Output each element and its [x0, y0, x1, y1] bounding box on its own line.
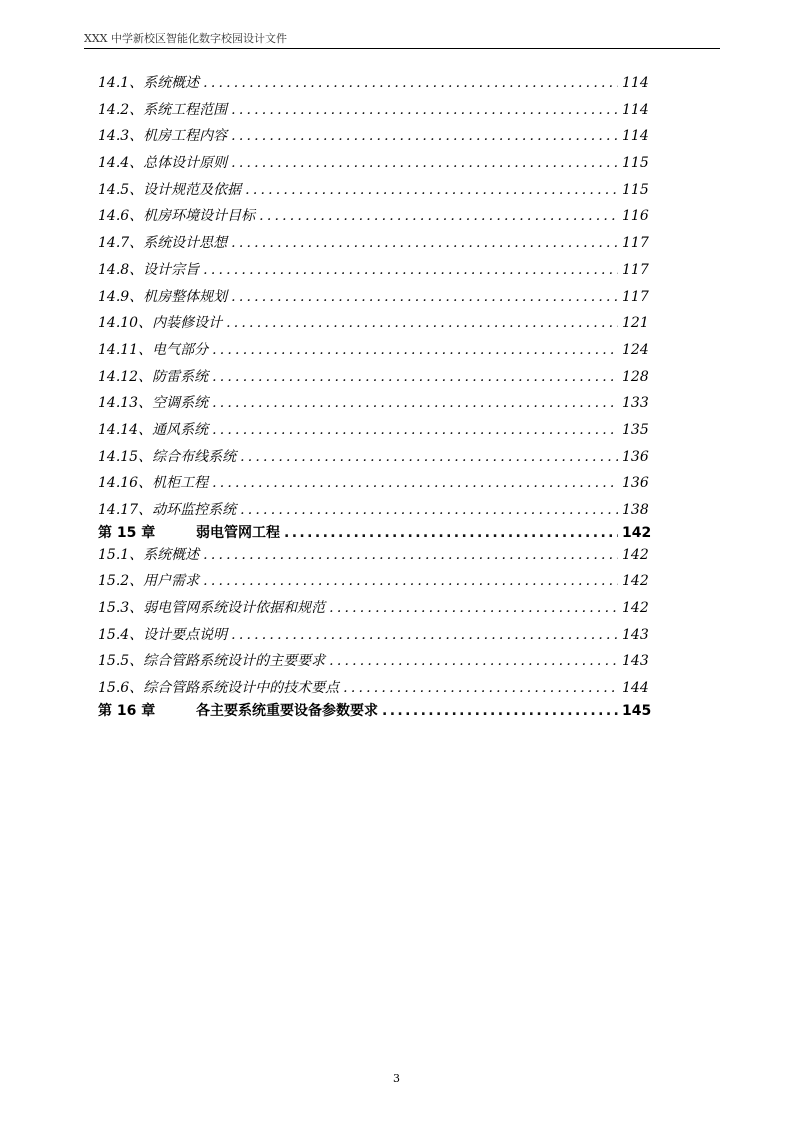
- toc-entry-title: 14.16、机柜工程: [98, 475, 209, 492]
- toc-chapter-15[interactable]: [98, 524, 652, 542]
- dot-leader: [203, 257, 618, 284]
- dot-leader: [212, 417, 618, 444]
- dot-leader: [329, 648, 618, 675]
- dot-leader: [231, 123, 618, 150]
- toc-entry-page: 121: [622, 315, 649, 332]
- dot-leader: [203, 542, 618, 569]
- chapter-number: 第 16 章: [98, 702, 156, 719]
- dot-leader: [382, 702, 618, 720]
- dot-leader: [231, 230, 618, 257]
- dot-leader: [259, 203, 618, 230]
- toc-entry-14-16[interactable]: [98, 470, 648, 497]
- toc-entry-title: 14.17、动环监控系统: [98, 502, 237, 518]
- dot-leader: [231, 622, 618, 649]
- dot-leader: [212, 470, 618, 497]
- toc-entry-page: 115: [622, 155, 649, 172]
- toc-entry-page: 142: [622, 600, 649, 617]
- toc-entry-15-6[interactable]: [98, 675, 648, 702]
- dot-leader: [226, 310, 618, 337]
- toc-entry-title: 14.1、系统概述: [98, 75, 200, 91]
- toc-entry-14-3[interactable]: [98, 123, 648, 150]
- toc-entry-14-1[interactable]: [98, 70, 648, 97]
- toc-entry-page: 136: [622, 475, 649, 492]
- toc-entry-14-2[interactable]: [98, 97, 648, 124]
- toc-entry-page: 115: [622, 181, 649, 198]
- toc-entry-title: 14.3、机房工程内容: [98, 128, 228, 145]
- toc-entry-14-8[interactable]: [98, 257, 648, 284]
- toc-entry-title: 14.10、内装修设计: [98, 315, 223, 332]
- document-title: XXX 中学新校区智能化数字校园设计文件: [84, 32, 287, 45]
- toc-entry-title: 14.7、系统设计思想: [98, 235, 228, 252]
- toc-entry-title: 14.14、通风系统: [98, 421, 209, 438]
- toc-entry-title: 14.15、综合布线系统: [98, 448, 237, 465]
- toc-entry-title: 15.4、设计要点说明: [98, 626, 228, 643]
- toc-entry-title: 15.2、用户需求: [98, 573, 200, 590]
- table-of-contents: [98, 70, 652, 720]
- toc-entry-14-6[interactable]: [98, 203, 648, 230]
- toc-entry-14-15[interactable]: [98, 444, 648, 471]
- toc-entry-page: 114: [622, 128, 649, 145]
- dot-leader: [240, 497, 618, 524]
- dot-leader: [203, 70, 618, 97]
- toc-entry-page: 143: [622, 626, 649, 643]
- toc-entry-title: 15.6、综合管路系统设计中的技术要点: [98, 680, 340, 697]
- toc-entry-title: 14.12、防雷系统: [98, 368, 209, 385]
- toc-entry-page: 135: [622, 421, 649, 438]
- dot-leader: [231, 284, 618, 311]
- chapter-page: 142: [622, 524, 652, 541]
- chapter-number: 第 15 章: [98, 524, 156, 541]
- toc-entry-14-11[interactable]: [98, 337, 648, 364]
- toc-entry-page: 142: [622, 546, 649, 563]
- toc-entry-15-1[interactable]: [98, 542, 648, 569]
- toc-entry-title: 15.1、系统概述: [98, 546, 200, 563]
- toc-entry-title: 14.6、机房环境设计目标: [98, 208, 256, 225]
- page-header: [84, 30, 720, 49]
- toc-entry-page: 144: [622, 680, 649, 697]
- page-footer: [0, 1072, 793, 1085]
- toc-entry-page: 114: [622, 101, 649, 118]
- toc-entry-page: 128: [622, 368, 649, 385]
- page-number: 3: [393, 1072, 400, 1085]
- toc-entry-page: 133: [622, 395, 649, 412]
- toc-entry-title: 14.8、设计宗旨: [98, 261, 200, 278]
- dot-leader: [245, 177, 618, 204]
- toc-entry-14-17[interactable]: [98, 497, 648, 524]
- toc-entry-title: 15.5、综合管路系统设计的主要要求: [98, 653, 326, 670]
- dot-leader: [231, 97, 618, 124]
- toc-entry-15-4[interactable]: [98, 622, 648, 649]
- toc-entry-page: 114: [622, 75, 649, 91]
- chapter-title: 各主要系统重要设备参数要求: [196, 702, 378, 719]
- toc-entry-title: 14.4、总体设计原则: [98, 155, 228, 172]
- dot-leader: [231, 150, 618, 177]
- dot-leader: [329, 595, 618, 622]
- toc-entry-page: 143: [622, 653, 649, 670]
- toc-entry-page: 138: [622, 502, 649, 518]
- toc-entry-page: 142: [622, 573, 649, 590]
- toc-chapter-16[interactable]: [98, 702, 652, 720]
- toc-entry-page: 136: [622, 448, 649, 465]
- dot-leader: [212, 390, 618, 417]
- toc-entry-14-12[interactable]: [98, 364, 648, 391]
- dot-leader: [284, 524, 618, 542]
- toc-entry-14-5[interactable]: [98, 177, 648, 204]
- toc-entry-15-3[interactable]: [98, 595, 648, 622]
- dot-leader: [203, 568, 618, 595]
- toc-entry-page: 117: [622, 261, 649, 278]
- dot-leader: [212, 337, 618, 364]
- toc-entry-14-9[interactable]: [98, 284, 648, 311]
- chapter-page: 145: [622, 702, 652, 719]
- toc-entry-page: 117: [622, 235, 649, 252]
- chapter-title: 弱电管网工程: [196, 524, 280, 541]
- toc-entry-15-2[interactable]: [98, 568, 648, 595]
- dot-leader: [240, 444, 618, 471]
- toc-entry-title: 14.13、空调系统: [98, 395, 209, 412]
- toc-entry-15-5[interactable]: [98, 648, 648, 675]
- toc-entry-page: 116: [622, 208, 649, 225]
- toc-entry-title: 14.2、系统工程范围: [98, 101, 228, 118]
- toc-entry-14-7[interactable]: [98, 230, 648, 257]
- toc-entry-page: 124: [622, 341, 649, 358]
- toc-entry-page: 117: [622, 288, 649, 305]
- toc-entry-14-10[interactable]: [98, 310, 648, 337]
- toc-entry-title: 15.3、弱电管网系统设计依据和规范: [98, 600, 326, 617]
- toc-entry-title: 14.5、设计规范及依据: [98, 181, 242, 198]
- toc-entry-title: 14.11、电气部分: [98, 341, 209, 358]
- toc-entry-14-13[interactable]: [98, 390, 648, 417]
- dot-leader: [212, 364, 618, 391]
- dot-leader: [343, 675, 618, 702]
- toc-entry-title: 14.9、机房整体规划: [98, 288, 228, 305]
- toc-entry-14-14[interactable]: [98, 417, 648, 444]
- toc-entry-14-4[interactable]: [98, 150, 648, 177]
